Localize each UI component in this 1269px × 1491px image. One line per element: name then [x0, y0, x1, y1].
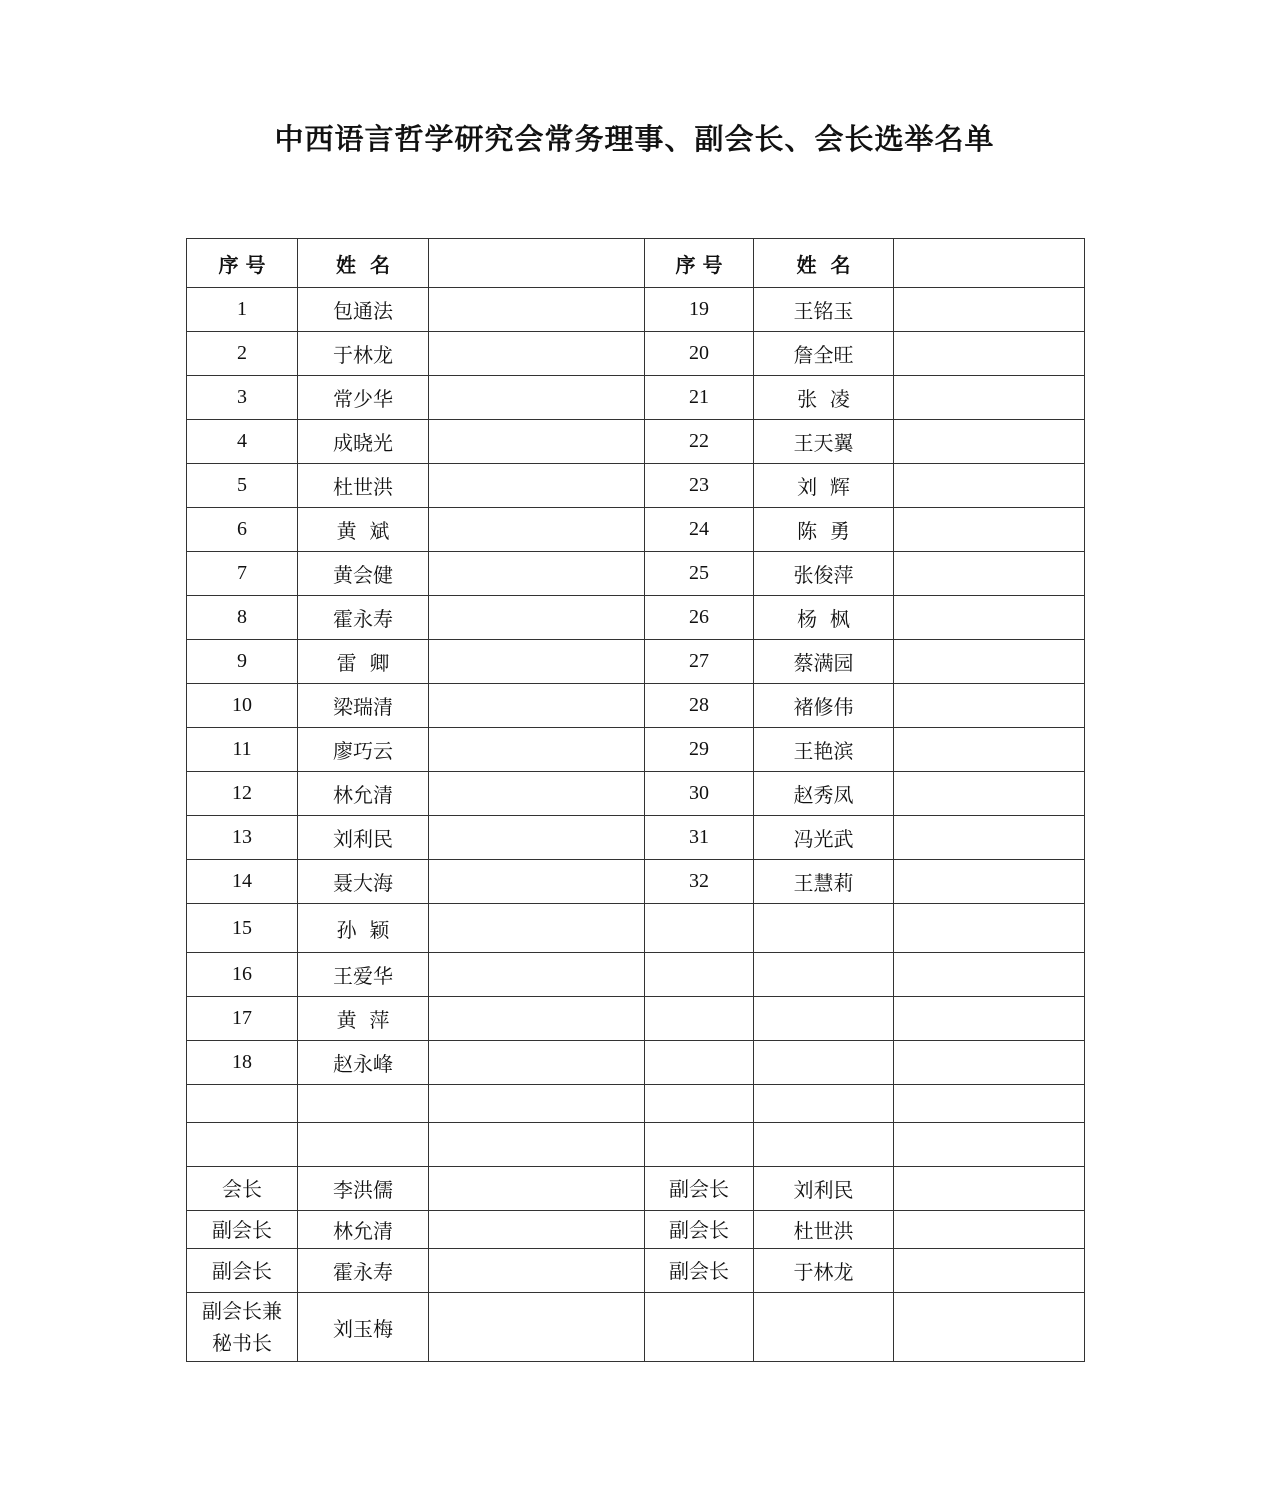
member-number-right: 23	[645, 464, 754, 508]
blank-cell-right	[894, 1167, 1085, 1211]
officer-role-right: 副会长	[645, 1167, 754, 1211]
member-number-right: 28	[645, 684, 754, 728]
blank-cell-right	[894, 816, 1085, 860]
member-number-left: 17	[187, 997, 298, 1041]
member-number-left: 2	[187, 332, 298, 376]
header-blank-left	[429, 239, 645, 288]
member-number-right	[645, 997, 754, 1041]
member-name-left: 成晓光	[298, 420, 429, 464]
member-number-right: 27	[645, 640, 754, 684]
blank-cell-right	[894, 508, 1085, 552]
blank-cell-left	[429, 1123, 645, 1167]
member-name-right: 赵秀凤	[754, 772, 894, 816]
blank-cell-right	[894, 596, 1085, 640]
member-name-right	[754, 1085, 894, 1123]
table-row	[187, 1041, 1085, 1085]
blank-cell-left	[429, 997, 645, 1041]
member-number-left: 8	[187, 596, 298, 640]
officer-name-left: 刘玉梅	[298, 1293, 429, 1362]
officer-role-right: 副会长	[645, 1249, 754, 1293]
blank-cell-right	[894, 640, 1085, 684]
table-row	[187, 953, 1085, 997]
blank-cell-left	[429, 772, 645, 816]
member-number-left	[187, 1123, 298, 1167]
member-number-right: 26	[645, 596, 754, 640]
member-number-right: 19	[645, 288, 754, 332]
member-number-left: 9	[187, 640, 298, 684]
member-number-right: 29	[645, 728, 754, 772]
blank-cell-left	[429, 464, 645, 508]
member-number-left: 1	[187, 288, 298, 332]
officer-row	[187, 1167, 1085, 1211]
member-name-left: 杜世洪	[298, 464, 429, 508]
blank-cell-left	[429, 420, 645, 464]
member-number-left: 3	[187, 376, 298, 420]
blank-cell-left	[429, 552, 645, 596]
blank-cell-left	[429, 596, 645, 640]
header-name-left: 姓 名	[298, 239, 429, 288]
header-row	[187, 239, 1085, 288]
member-name-left	[298, 1123, 429, 1167]
member-number-left: 18	[187, 1041, 298, 1085]
member-name-left: 黄 萍	[298, 997, 429, 1041]
document-title: 中西语言哲学研究会常务理事、副会长、会长选举名单	[274, 122, 995, 156]
blank-cell-left	[429, 332, 645, 376]
member-name-right	[754, 997, 894, 1041]
header-no-left: 序 号	[187, 239, 298, 288]
member-number-right	[645, 904, 754, 953]
member-name-right	[754, 904, 894, 953]
blank-cell-left	[429, 1249, 645, 1293]
blank-cell-right	[894, 1293, 1085, 1362]
member-name-left: 聂大海	[298, 860, 429, 904]
member-number-right	[645, 1085, 754, 1123]
blank-cell-right	[894, 684, 1085, 728]
table-row	[187, 640, 1085, 684]
member-name-left: 梁瑞清	[298, 684, 429, 728]
table-row	[187, 772, 1085, 816]
header-name-right: 姓 名	[754, 239, 894, 288]
member-number-left: 14	[187, 860, 298, 904]
officer-name-left: 林允清	[298, 1211, 429, 1249]
member-number-right: 22	[645, 420, 754, 464]
table-row	[187, 596, 1085, 640]
blank-cell-right	[894, 728, 1085, 772]
table-row	[187, 997, 1085, 1041]
table-row	[187, 508, 1085, 552]
member-number-left: 12	[187, 772, 298, 816]
member-name-right: 张 凌	[754, 376, 894, 420]
member-number-right: 21	[645, 376, 754, 420]
blank-cell-right	[894, 904, 1085, 953]
blank-cell-right	[894, 1041, 1085, 1085]
member-name-right	[754, 1041, 894, 1085]
table-row	[187, 728, 1085, 772]
member-name-right: 陈 勇	[754, 508, 894, 552]
member-number-right	[645, 953, 754, 997]
blank-cell-left	[429, 1293, 645, 1362]
blank-cell-left	[429, 904, 645, 953]
blank-cell-left	[429, 288, 645, 332]
table-row	[187, 684, 1085, 728]
member-name-right	[754, 953, 894, 997]
member-number-left	[187, 1085, 298, 1123]
member-name-left: 黄 斌	[298, 508, 429, 552]
blank-cell-left	[429, 728, 645, 772]
blank-cell-left	[429, 953, 645, 997]
officer-role-left: 副会长	[187, 1211, 298, 1249]
table-row	[187, 332, 1085, 376]
member-name-left: 雷 卿	[298, 640, 429, 684]
member-name-right: 王铭玉	[754, 288, 894, 332]
member-name-left	[298, 1085, 429, 1123]
officer-row	[187, 1249, 1085, 1293]
member-number-left: 5	[187, 464, 298, 508]
blank-cell-right	[894, 1249, 1085, 1293]
blank-cell-right	[894, 953, 1085, 997]
blank-cell-right	[894, 1085, 1085, 1123]
table-row	[187, 904, 1085, 953]
blank-cell-left	[429, 1085, 645, 1123]
blank-cell-left	[429, 1041, 645, 1085]
member-name-left: 赵永峰	[298, 1041, 429, 1085]
member-number-right: 30	[645, 772, 754, 816]
election-roster-table	[186, 238, 1085, 1362]
blank-cell-left	[429, 816, 645, 860]
blank-cell-right	[894, 860, 1085, 904]
member-name-right: 王慧莉	[754, 860, 894, 904]
member-number-left: 4	[187, 420, 298, 464]
header-blank-right	[894, 239, 1085, 288]
table-row	[187, 1085, 1085, 1123]
blank-cell-right	[894, 552, 1085, 596]
member-name-left: 廖巧云	[298, 728, 429, 772]
blank-cell-left	[429, 376, 645, 420]
member-name-left: 于林龙	[298, 332, 429, 376]
member-number-left: 6	[187, 508, 298, 552]
member-number-left: 11	[187, 728, 298, 772]
officer-name-left: 李洪儒	[298, 1167, 429, 1211]
member-name-right: 杨 枫	[754, 596, 894, 640]
table-row	[187, 288, 1085, 332]
officer-role-left: 会长	[187, 1167, 298, 1211]
member-name-left: 林允清	[298, 772, 429, 816]
officer-name-right: 杜世洪	[754, 1211, 894, 1249]
officer-role-left: 副会长	[187, 1249, 298, 1293]
officer-name-right: 于林龙	[754, 1249, 894, 1293]
table-row	[187, 1123, 1085, 1167]
table-row	[187, 420, 1085, 464]
blank-cell-left	[429, 684, 645, 728]
table-row	[187, 464, 1085, 508]
blank-cell-right	[894, 332, 1085, 376]
member-number-left: 16	[187, 953, 298, 997]
table-row	[187, 860, 1085, 904]
blank-cell-right	[894, 772, 1085, 816]
blank-cell-right	[894, 1123, 1085, 1167]
member-number-left: 13	[187, 816, 298, 860]
member-number-left: 10	[187, 684, 298, 728]
table-row	[187, 552, 1085, 596]
blank-cell-right	[894, 464, 1085, 508]
member-name-left: 黄会健	[298, 552, 429, 596]
member-name-left: 王爱华	[298, 953, 429, 997]
member-number-left: 7	[187, 552, 298, 596]
member-name-right: 褚修伟	[754, 684, 894, 728]
member-name-right: 王天翼	[754, 420, 894, 464]
officer-row	[187, 1293, 1085, 1362]
table-row	[187, 816, 1085, 860]
blank-cell-right	[894, 376, 1085, 420]
member-number-right	[645, 1041, 754, 1085]
blank-cell-left	[429, 860, 645, 904]
member-name-right	[754, 1123, 894, 1167]
blank-cell-right	[894, 288, 1085, 332]
member-number-left: 15	[187, 904, 298, 953]
officer-role-left: 副会长兼 秘书长	[187, 1293, 298, 1362]
member-name-right: 詹全旺	[754, 332, 894, 376]
blank-cell-left	[429, 508, 645, 552]
member-name-right: 冯光武	[754, 816, 894, 860]
header-no-right: 序 号	[645, 239, 754, 288]
officer-name-right	[754, 1293, 894, 1362]
blank-cell-right	[894, 1211, 1085, 1249]
member-name-left: 刘利民	[298, 816, 429, 860]
member-number-right: 20	[645, 332, 754, 376]
member-name-left: 霍永寿	[298, 596, 429, 640]
officer-row	[187, 1211, 1085, 1249]
member-number-right: 25	[645, 552, 754, 596]
member-number-right: 31	[645, 816, 754, 860]
member-name-left: 常少华	[298, 376, 429, 420]
blank-cell-left	[429, 1211, 645, 1249]
officer-role-right: 副会长	[645, 1211, 754, 1249]
member-number-right	[645, 1123, 754, 1167]
blank-cell-left	[429, 1167, 645, 1211]
member-name-left: 包通法	[298, 288, 429, 332]
blank-cell-right	[894, 420, 1085, 464]
member-name-left: 孙 颖	[298, 904, 429, 953]
blank-cell-left	[429, 640, 645, 684]
member-number-right: 24	[645, 508, 754, 552]
member-name-right: 蔡满园	[754, 640, 894, 684]
member-name-right: 张俊萍	[754, 552, 894, 596]
officer-name-right: 刘利民	[754, 1167, 894, 1211]
officer-name-left: 霍永寿	[298, 1249, 429, 1293]
member-number-right: 32	[645, 860, 754, 904]
member-name-right: 王艳滨	[754, 728, 894, 772]
blank-cell-right	[894, 997, 1085, 1041]
member-name-right: 刘 辉	[754, 464, 894, 508]
officer-role-right	[645, 1293, 754, 1362]
table-row	[187, 376, 1085, 420]
